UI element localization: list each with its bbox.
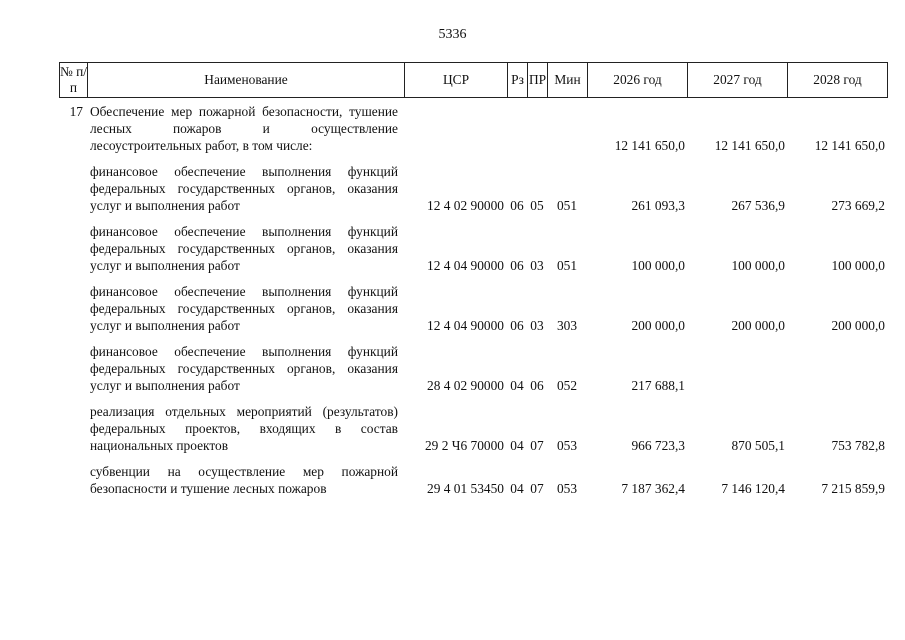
row-rz [507, 103, 527, 163]
table-header [59, 62, 888, 98]
row-name: Обеспечение мер пожарной безопасности, тушение лесных пожаров и осуществление лесоустроительных работ, в том числе: [90, 104, 398, 153]
row-name: финансовое обеспечение выполнения функций федеральных государственных органов, оказания услуг и выполнения работ [90, 164, 398, 213]
row-2028: 100 000,0 [831, 258, 885, 273]
header-2027: 2027 год [688, 63, 788, 98]
header-num: № п/п [60, 63, 88, 98]
row-2027: 200 000,0 [731, 318, 785, 333]
row-rz: 04 [510, 378, 524, 393]
row-name: финансовое обеспечение выполнения функций федеральных государственных органов, оказания услуг и выполнения работ [90, 224, 398, 273]
row-num: 17 [69, 104, 83, 119]
row-min: 303 [556, 318, 578, 333]
row-2028: 273 669,2 [831, 198, 885, 213]
row-2026: 12 141 650,0 [614, 138, 685, 153]
row-name: финансовое обеспечение выполнения функций федеральных государственных органов, оказания услуг и выполнения работ [90, 284, 398, 333]
page-number: 5336 [438, 27, 467, 42]
row-num [59, 343, 87, 403]
row-csr: 12 4 04 90000 [427, 318, 504, 333]
table-row [59, 463, 887, 506]
header-rz: Рз [508, 63, 528, 98]
row-min: 051 [556, 198, 578, 213]
table-row [59, 103, 887, 163]
row-2027: 870 505,1 [731, 438, 785, 453]
table-row [59, 283, 887, 343]
row-num [59, 463, 87, 506]
header-pr: ПР [528, 63, 548, 98]
row-pr: 07 [530, 438, 544, 453]
row-2026: 100 000,0 [631, 258, 685, 273]
header-csr: ЦСР [405, 63, 508, 98]
row-2026: 200 000,0 [631, 318, 685, 333]
row-2026: 966 723,3 [631, 438, 685, 453]
row-2028: 200 000,0 [831, 318, 885, 333]
row-csr [404, 103, 507, 163]
header-2026: 2026 год [588, 63, 688, 98]
row-2028: 7 215 859,9 [821, 481, 885, 496]
row-pr [527, 103, 547, 163]
row-rz: 06 [510, 318, 524, 333]
row-rz: 04 [510, 481, 524, 496]
row-2027: 12 141 650,0 [714, 138, 785, 153]
row-2028: 753 782,8 [831, 438, 885, 453]
table-row [59, 163, 887, 223]
row-name: финансовое обеспечение выполнения функций федеральных государственных органов, оказания услуг и выполнения работ [90, 344, 398, 393]
row-rz: 04 [510, 438, 524, 453]
table-row [59, 403, 887, 463]
row-2028 [787, 343, 887, 403]
row-name: субвенции на осуществление мер пожарной безопасности и тушение лесных пожаров [90, 464, 398, 496]
header-name: Наименование [88, 63, 405, 98]
row-2027: 7 146 120,4 [721, 481, 785, 496]
row-pr: 03 [530, 318, 544, 333]
row-num [59, 283, 87, 343]
row-num [59, 163, 87, 223]
row-num [59, 223, 87, 283]
row-min: 052 [556, 378, 578, 393]
row-rz: 06 [510, 258, 524, 273]
row-min: 053 [556, 438, 578, 453]
row-2027: 100 000,0 [731, 258, 785, 273]
row-pr: 06 [530, 378, 544, 393]
table-row [59, 343, 887, 403]
row-min: 053 [556, 481, 578, 496]
row-2027 [687, 343, 787, 403]
table-row [59, 223, 887, 283]
row-csr: 12 4 02 90000 [427, 198, 504, 213]
row-min [547, 103, 587, 163]
row-csr: 29 4 01 53450 [427, 481, 504, 496]
budget-table [59, 103, 887, 506]
row-2027: 267 536,9 [731, 198, 785, 213]
row-csr: 12 4 04 90000 [427, 258, 504, 273]
row-min: 051 [556, 258, 578, 273]
row-csr: 29 2 Ч6 70000 [424, 438, 504, 453]
row-num [59, 403, 87, 463]
row-2026: 261 093,3 [631, 198, 685, 213]
header-min: Мин [548, 63, 588, 98]
row-pr: 03 [530, 258, 544, 273]
header-2028: 2028 год [788, 63, 888, 98]
row-2028: 12 141 650,0 [814, 138, 885, 153]
row-2026: 217 688,1 [631, 378, 685, 393]
row-2026: 7 187 362,4 [621, 481, 685, 496]
row-pr: 05 [530, 198, 544, 213]
row-pr: 07 [530, 481, 544, 496]
row-csr: 28 4 02 90000 [427, 378, 504, 393]
row-rz: 06 [510, 198, 524, 213]
row-name: реализация отдельных мероприятий (результатов) федеральных проектов, входящих в состав национальных проектов [90, 404, 398, 453]
